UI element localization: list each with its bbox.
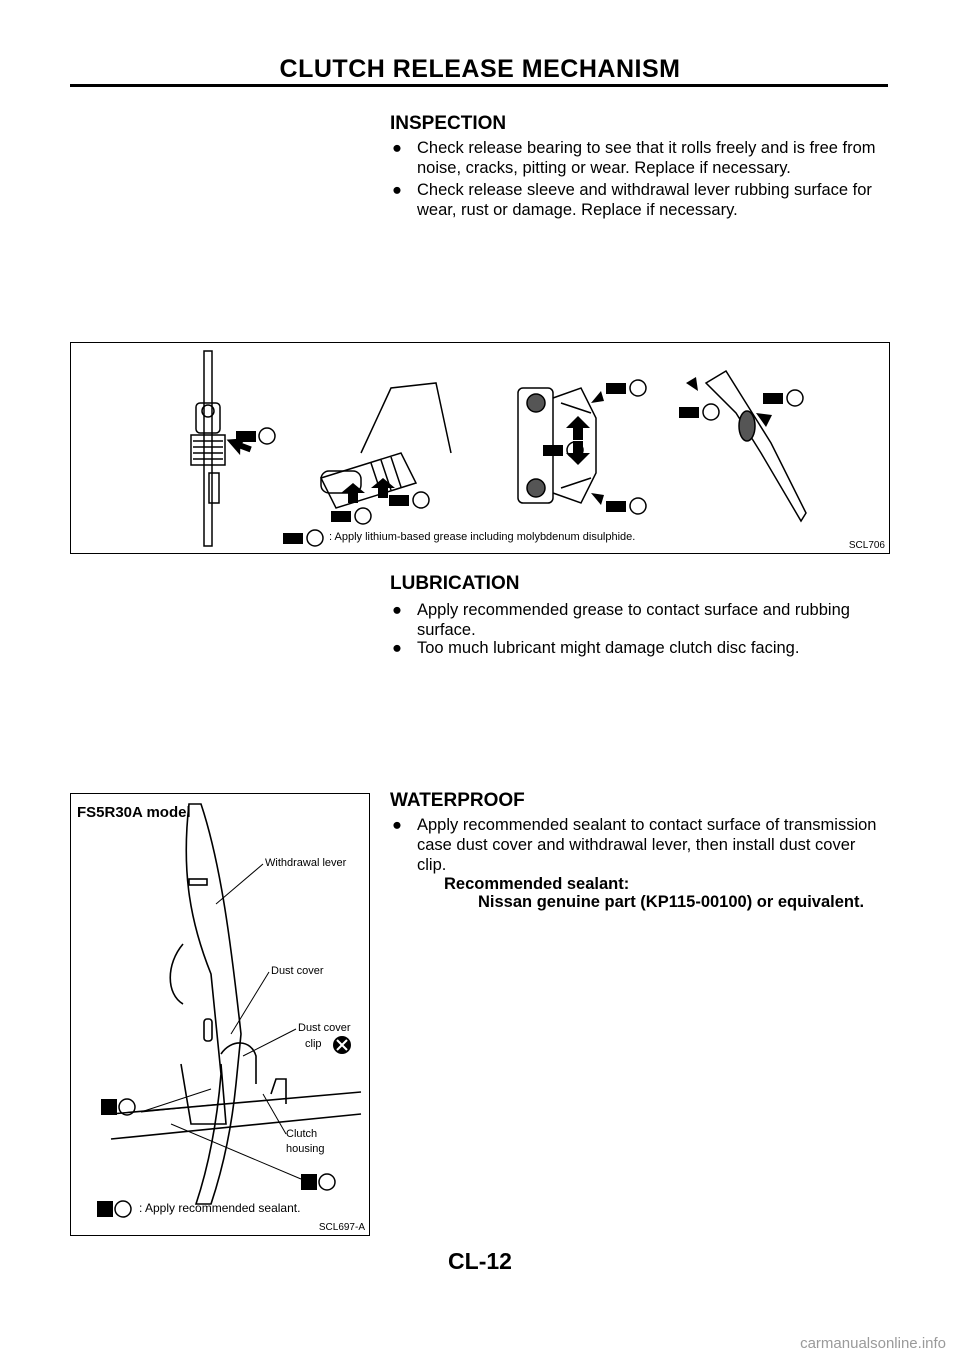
inspection-bullet-2: ● Check release sleeve and withdrawal lever rubbing surface for wear, rust or damage. Replace if necessary. — [392, 181, 872, 219]
bullet-dot: ● — [392, 601, 402, 619]
label-withdrawal-lever: Withdrawal lever — [265, 857, 347, 869]
figure2-code: SCL697-A — [318, 1222, 365, 1233]
sealant-spec-value: Nissan genuine part (KP115-00100) or equivalent. — [478, 893, 865, 911]
lubrication-points-figure — [70, 342, 890, 554]
figure1-code: SCL706 — [848, 540, 885, 551]
watermark: carmanualsonline.info — [800, 1335, 946, 1352]
grease-symbols — [236, 380, 803, 546]
withdrawal-lever-drawing — [191, 351, 225, 546]
figure1-legend: : Apply lithium-based grease including molybdenum disulphide. — [329, 531, 636, 543]
waterproof-figure — [70, 793, 370, 1236]
release-lever-drawing — [706, 371, 806, 521]
label-clutch-housing-1: Clutch — [286, 1128, 318, 1140]
title-rule — [70, 84, 888, 87]
figure2-legend: : Apply recommended sealant. — [139, 1201, 301, 1215]
inspection-bullet-1: ● Check release bearing to see that it rolls freely and is free from noise, cracks, pitting or wear. Replace if necessary. — [392, 139, 876, 177]
figure2-title: FS5R30A model — [77, 804, 191, 821]
bullet-dot: ● — [392, 816, 402, 834]
waterproof-bullet: ● Apply recommended sealant to contact surface of transmission case dust cover and withdrawal lever, then install dust cover clip. — [392, 816, 877, 874]
lubrication-diagram — [71, 343, 889, 553]
page-title: CLUTCH RELEASE MECHANISM — [279, 55, 681, 83]
lubrication-bullet-2: ● Too much lubricant might damage clutch disc facing. — [392, 639, 800, 657]
label-clutch-housing-2: housing — [286, 1143, 325, 1155]
bullet-dot: ● — [392, 139, 402, 157]
label-dust-cover-clip-1: Dust cover — [298, 1022, 351, 1034]
waterproof-heading: WATERPROOF — [390, 790, 525, 811]
label-dust-cover-clip-2: clip — [305, 1038, 322, 1050]
sealant-spec-label: Recommended sealant: — [444, 875, 630, 893]
do-not-reuse-icon — [333, 1036, 351, 1054]
page-number: CL-12 — [448, 1248, 512, 1274]
leader-lines — [141, 864, 301, 1179]
waterproof-diagram — [71, 794, 369, 1235]
bullet-dot: ● — [392, 639, 402, 657]
withdrawal-lever-drawing — [170, 804, 241, 1204]
inspection-heading: INSPECTION — [390, 113, 507, 134]
application-arrows — [223, 377, 772, 505]
lubrication-heading: LUBRICATION — [390, 573, 520, 594]
label-dust-cover: Dust cover — [271, 965, 324, 977]
bullet-dot: ● — [392, 181, 402, 199]
lubrication-bullet-1: ● Apply recommended grease to contact surface and rubbing surface. — [392, 601, 850, 639]
